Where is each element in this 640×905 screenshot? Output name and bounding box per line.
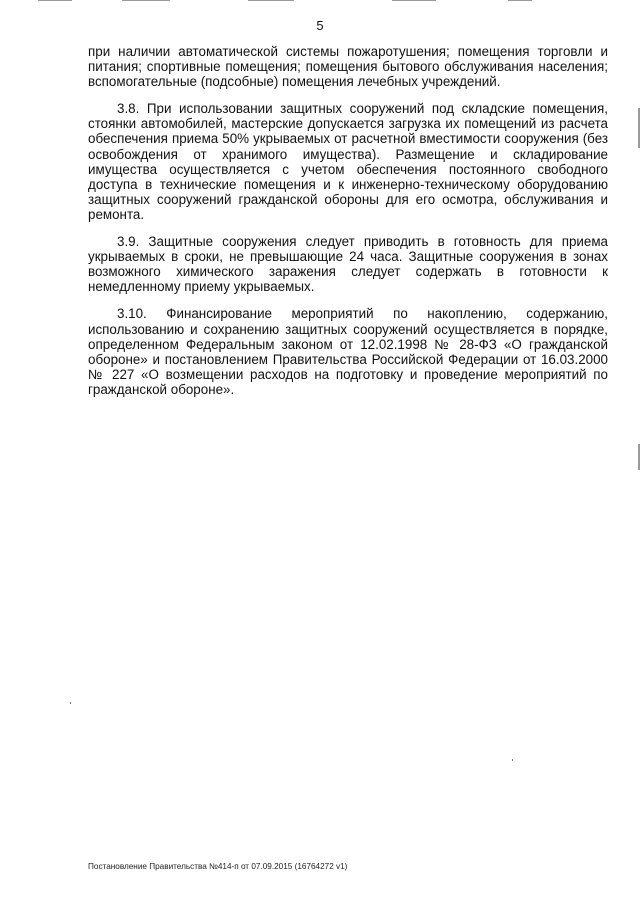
scan-mark-top-5 xyxy=(508,0,532,1)
document-footer: Постановление Правительства №414-п от 07.09.2015 (16764272 v1) xyxy=(88,862,348,871)
paragraph-3-9: 3.9. Защитные сооружения следует приводить в готовность для приема укрываемых в сроки, не превышающие 24 часа. Защитные сооружения в зонах возможного химического заражения следует содержать в готовности к немедленному приему укрываемых. xyxy=(88,234,608,295)
scan-mark-top-2 xyxy=(122,0,170,1)
scan-mark-top-3 xyxy=(248,0,294,1)
scan-mark-top-4 xyxy=(392,0,436,1)
paragraph-3-10: 3.10. Финансирование мероприятий по накоплению, содержанию, использованию и сохранению защитных сооружений осуществляется в порядке, определенном Федеральным законом от 12.02.1998 № 28-ФЗ «О гражданской обороне» и постановлением Правительства Российской Федерации от 16.03.2000 № 227 «О возмещении расходов на подготовку и проведение мероприятий по гражданской обороне». xyxy=(88,306,608,397)
page-number: 5 xyxy=(316,18,324,33)
scan-speck-right xyxy=(512,759,513,761)
paragraph-continuation: при наличии автоматической системы пожаротушения; помещения торговли и питания; спортивные помещения; помещения бытового обслуживания населения; вспомогательные (подсобные) помещения лечебных учреждений. xyxy=(88,44,608,90)
document-body xyxy=(88,44,608,409)
paragraph-3-8: 3.8. При использовании защитных сооружений под складские помещения, стоянки автомобилей, мастерские допускается загрузка их помещений из расчета обеспечения приема 50% укрываемых от расчетной вместимости сооружения (без освобождения от хранимого имущества). Размещение и складирование имущества осуществляется с учетом обеспечения постоянного свободного доступа в технические помещения и к инженерно-техническому оборудованию защитных сооружений гражданской обороны для его осмотра, обслуживания и ремонта. xyxy=(88,101,608,222)
scan-mark-top-1 xyxy=(38,0,72,1)
scan-speck-left xyxy=(70,702,71,704)
